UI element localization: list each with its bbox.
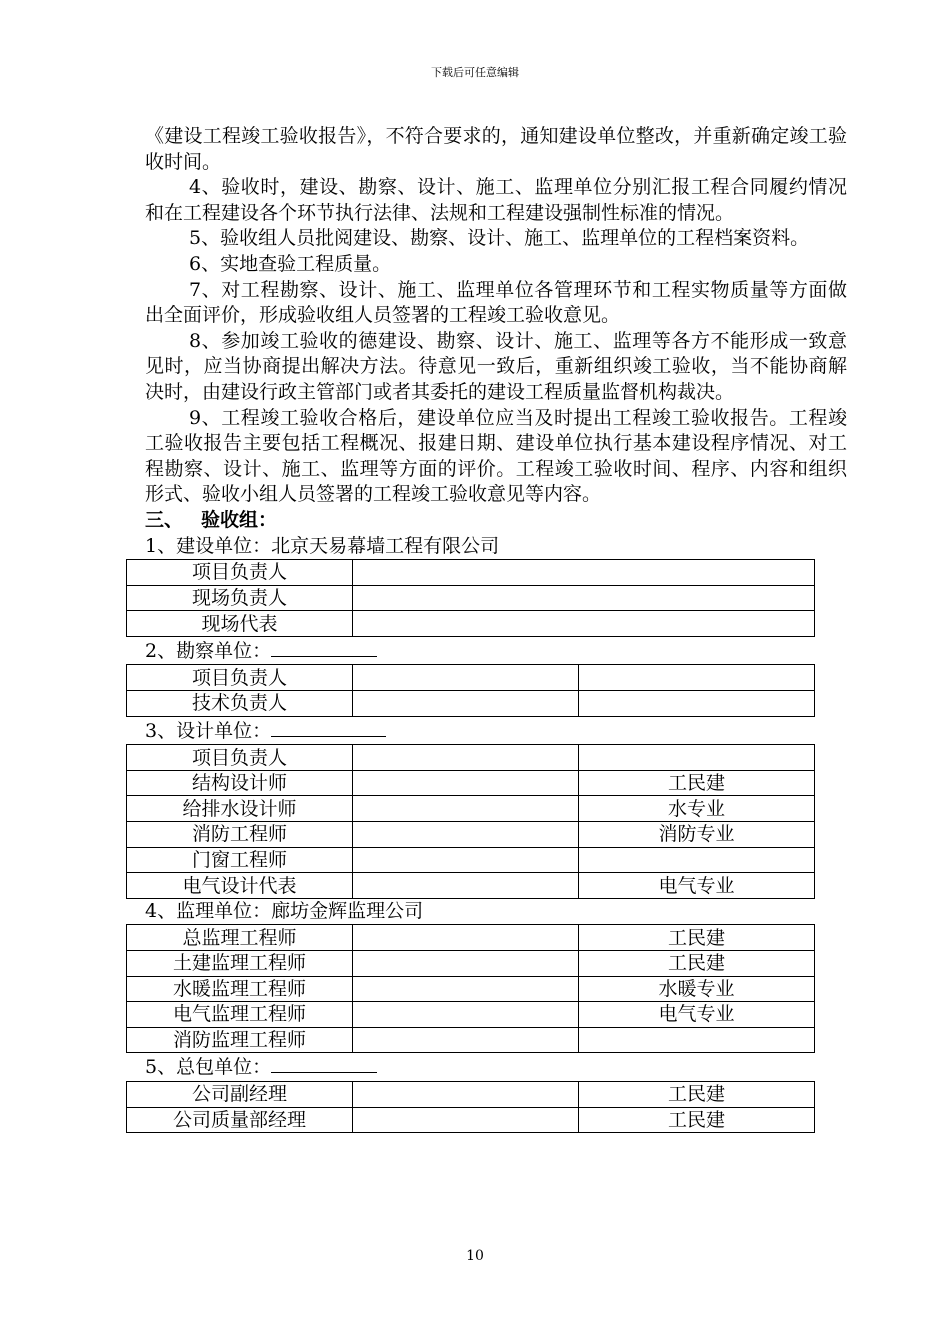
name-cell[interactable]: [353, 1107, 579, 1133]
name-cell[interactable]: [353, 691, 579, 717]
table-row: [127, 585, 815, 611]
section-heading: [145, 508, 847, 534]
role-cell: 消防工程师: [127, 822, 353, 848]
role-cell: 电气设计代表: [127, 873, 353, 899]
name-cell[interactable]: [353, 951, 579, 977]
name-cell[interactable]: [353, 822, 579, 848]
table-row: [127, 873, 815, 899]
specialty-cell: 工民建: [579, 770, 815, 796]
section-number: 三、: [145, 508, 184, 531]
page-header: 下载后可任意编辑: [431, 66, 519, 79]
table-row: [127, 1002, 815, 1028]
specialty-cell: 工民建: [579, 951, 815, 977]
blank-line: [271, 1053, 377, 1073]
unit-label: 2、勘察单位：: [145, 637, 847, 665]
table-row: [127, 925, 815, 951]
role-cell: 结构设计师: [127, 770, 353, 796]
paragraph: 8、参加竣工验收的德建设、勘察、设计、施工、监理等各方不能形成一致意见时，应当协商提出解决方法。待意见一致后，重新组织竣工验收，当不能协商解决时，由建设行政主管部门或者其委托的建设工程质量监督机构裁决。: [145, 329, 847, 403]
specialty-cell: 水专业: [579, 796, 815, 822]
page-number: 10: [466, 1248, 484, 1264]
name-cell[interactable]: [353, 611, 815, 637]
specialty-cell: [579, 1027, 815, 1053]
name-cell[interactable]: [353, 1002, 579, 1028]
unit-table-survey: [126, 664, 815, 716]
table-row: [127, 1081, 815, 1107]
paragraph: 9、工程竣工验收合格后，建设单位应当及时提出工程竣工验收报告。工程竣工验收报告主要包括工程概况、报建日期、建设单位执行基本建设程序情况、对工程勘察、设计、施工、监理等方面的评价。工程竣工验收时间、程序、内容和组织形式、验收小组人员签署的工程竣工验收意见等内容。: [145, 406, 847, 506]
table-row: [127, 691, 815, 717]
table-row: [127, 1027, 815, 1053]
unit-label: 5、总包单位：: [145, 1053, 847, 1081]
table-row: [127, 847, 815, 873]
role-cell: 现场代表: [127, 611, 353, 637]
specialty-cell: [579, 745, 815, 771]
table-row: [127, 951, 815, 977]
role-cell: 项目负责人: [127, 560, 353, 586]
document-body: [145, 124, 847, 1133]
specialty-cell: [579, 691, 815, 717]
table-row: [127, 665, 815, 691]
name-cell[interactable]: [353, 560, 815, 586]
specialty-cell: 电气专业: [579, 1002, 815, 1028]
name-cell[interactable]: [353, 1027, 579, 1053]
paragraph: 6、实地查验工程质量。: [189, 252, 392, 275]
paragraph: 7、对工程勘察、设计、施工、监理单位各管理环节和工程实物质量等方面做出全面评价，形成验收组人员签署的工程竣工验收意见。: [145, 278, 847, 327]
unit-label: 4、监理单位：廊坊金辉监理公司: [145, 899, 424, 922]
name-cell[interactable]: [353, 873, 579, 899]
table-row: [127, 560, 815, 586]
name-cell[interactable]: [353, 665, 579, 691]
role-cell: 技术负责人: [127, 691, 353, 717]
unit-label: 3、设计单位：: [145, 717, 847, 745]
unit-table-design: [126, 744, 815, 899]
specialty-cell: 电气专业: [579, 873, 815, 899]
specialty-cell: 水暖专业: [579, 976, 815, 1002]
name-cell[interactable]: [353, 745, 579, 771]
specialty-cell: [579, 665, 815, 691]
paragraph: 4、验收时，建设、勘察、设计、施工、监理单位分别汇报工程合同履约情况和在工程建设各个环节执行法律、法规和工程建设强制性标准的情况。: [145, 176, 847, 224]
unit-table-construction: [126, 559, 815, 637]
name-cell[interactable]: [353, 976, 579, 1002]
table-row: [127, 796, 815, 822]
role-cell: 消防监理工程师: [127, 1027, 353, 1053]
specialty-cell: 工民建: [579, 925, 815, 951]
role-cell: 总监理工程师: [127, 925, 353, 951]
role-cell: 门窗工程师: [127, 847, 353, 873]
blank-line: [271, 637, 377, 657]
name-cell[interactable]: [353, 1081, 579, 1107]
role-cell: 公司副经理: [127, 1081, 353, 1107]
role-cell: 项目负责人: [127, 665, 353, 691]
role-cell: 水暖监理工程师: [127, 976, 353, 1002]
role-cell: 现场负责人: [127, 585, 353, 611]
name-cell[interactable]: [353, 796, 579, 822]
unit-table-supervision: [126, 924, 815, 1053]
section-title: 验收组：: [201, 508, 278, 531]
unit-table-general-contractor: [126, 1081, 815, 1133]
role-cell: 土建监理工程师: [127, 951, 353, 977]
name-cell[interactable]: [353, 847, 579, 873]
unit-label: 1、建设单位：北京天易幕墙工程有限公司: [145, 534, 500, 557]
paragraph: 5、验收组人员批阅建设、勘察、设计、施工、监理单位的工程档案资料。: [189, 227, 810, 250]
role-cell: 给排水设计师: [127, 796, 353, 822]
table-row: [127, 1107, 815, 1133]
table-row: [127, 822, 815, 848]
blank-line: [271, 717, 386, 737]
table-row: [127, 745, 815, 771]
role-cell: 公司质量部经理: [127, 1107, 353, 1133]
specialty-cell: 工民建: [579, 1107, 815, 1133]
table-row: [127, 611, 815, 637]
name-cell[interactable]: [353, 770, 579, 796]
specialty-cell: [579, 847, 815, 873]
specialty-cell: 消防专业: [579, 822, 815, 848]
table-row: [127, 770, 815, 796]
specialty-cell: 工民建: [579, 1081, 815, 1107]
role-cell: 项目负责人: [127, 745, 353, 771]
name-cell[interactable]: [353, 925, 579, 951]
role-cell: 电气监理工程师: [127, 1002, 353, 1028]
table-row: [127, 976, 815, 1002]
paragraph: 《建设工程竣工验收报告》，不符合要求的，通知建设单位整改，并重新确定竣工验收时间。: [145, 125, 847, 173]
name-cell[interactable]: [353, 585, 815, 611]
